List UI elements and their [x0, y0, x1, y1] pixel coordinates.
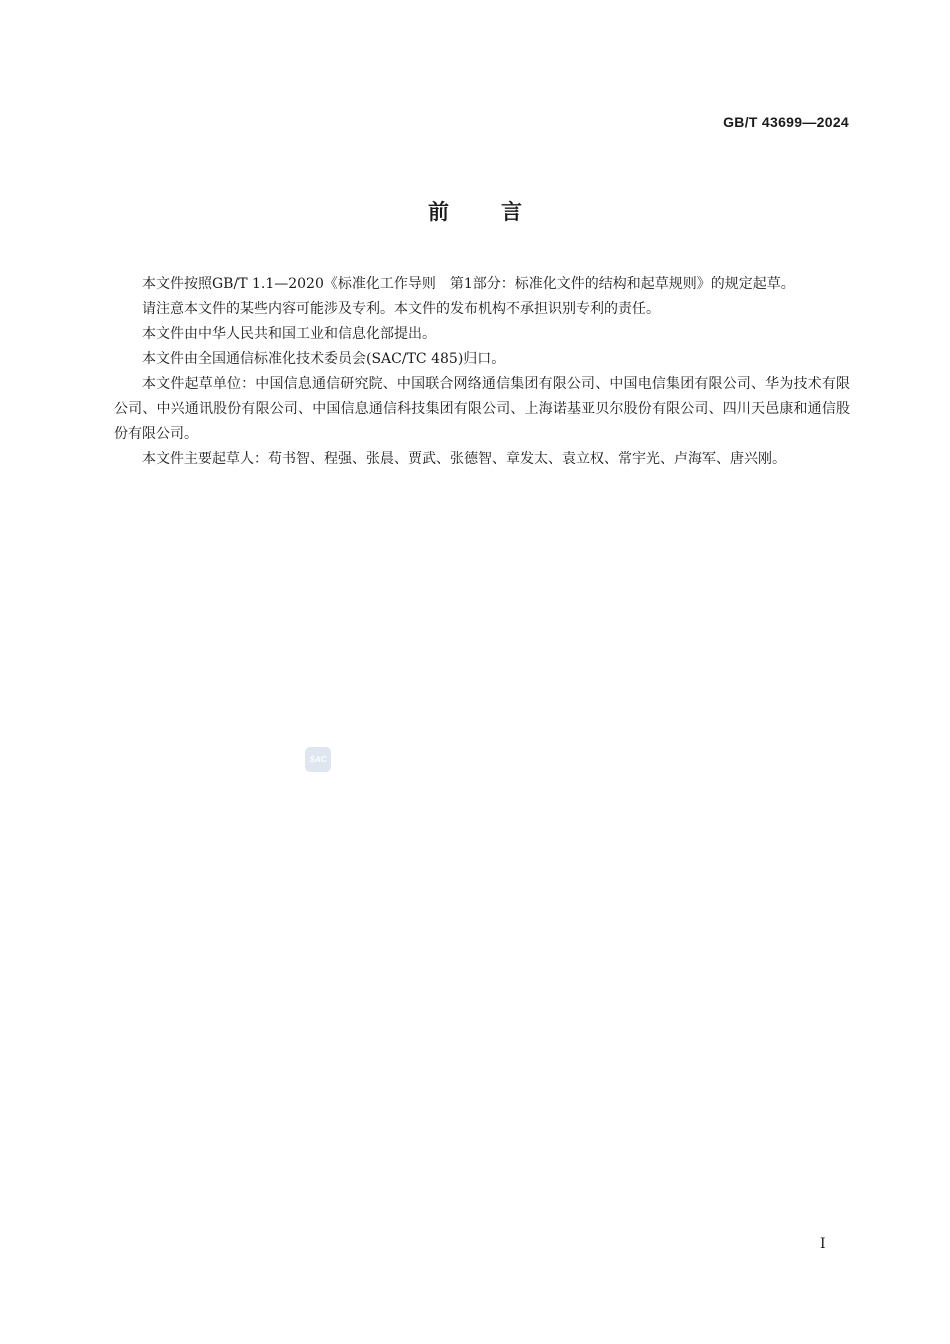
page-title: 前言 [428, 200, 574, 224]
foreword-body [114, 272, 850, 472]
page-number: I [820, 1236, 826, 1252]
paragraph-proposer: 本文件由中华人民共和国工业和信息化部提出。 [142, 326, 436, 342]
paragraph-drafting-rules: 本文件按照GB/T 1.1—2020《标准化工作导则 第1部分：标准化文件的结构和起草规则》的规定起草。 [142, 276, 795, 292]
paragraph-drafters: 本文件主要起草人：苟书智、程强、张晨、贾武、张德智、章发太、袁立权、常宇光、卢海军、唐兴刚。 [142, 451, 786, 467]
paragraph-drafting-units: 本文件起草单位：中国信息通信研究院、中国联合网络通信集团有限公司、中国电信集团有限公司、华为技术有限公司、中兴通讯股份有限公司、中国信息通信科技集团有限公司、上海诺基亚贝尔股份有限公司、四川天邑康和通信股份有限公司。 [114, 376, 850, 442]
paragraph-patent-notice: 请注意本文件的某些内容可能涉及专利。本文件的发布机构不承担识别专利的责任。 [142, 301, 660, 317]
sac-watermark-logo: SAC [305, 747, 331, 772]
paragraph-committee: 本文件由全国通信标准化技术委员会(SAC/TC 485)归口。 [142, 351, 506, 367]
standard-number: GB/T 43699—2024 [723, 114, 849, 130]
